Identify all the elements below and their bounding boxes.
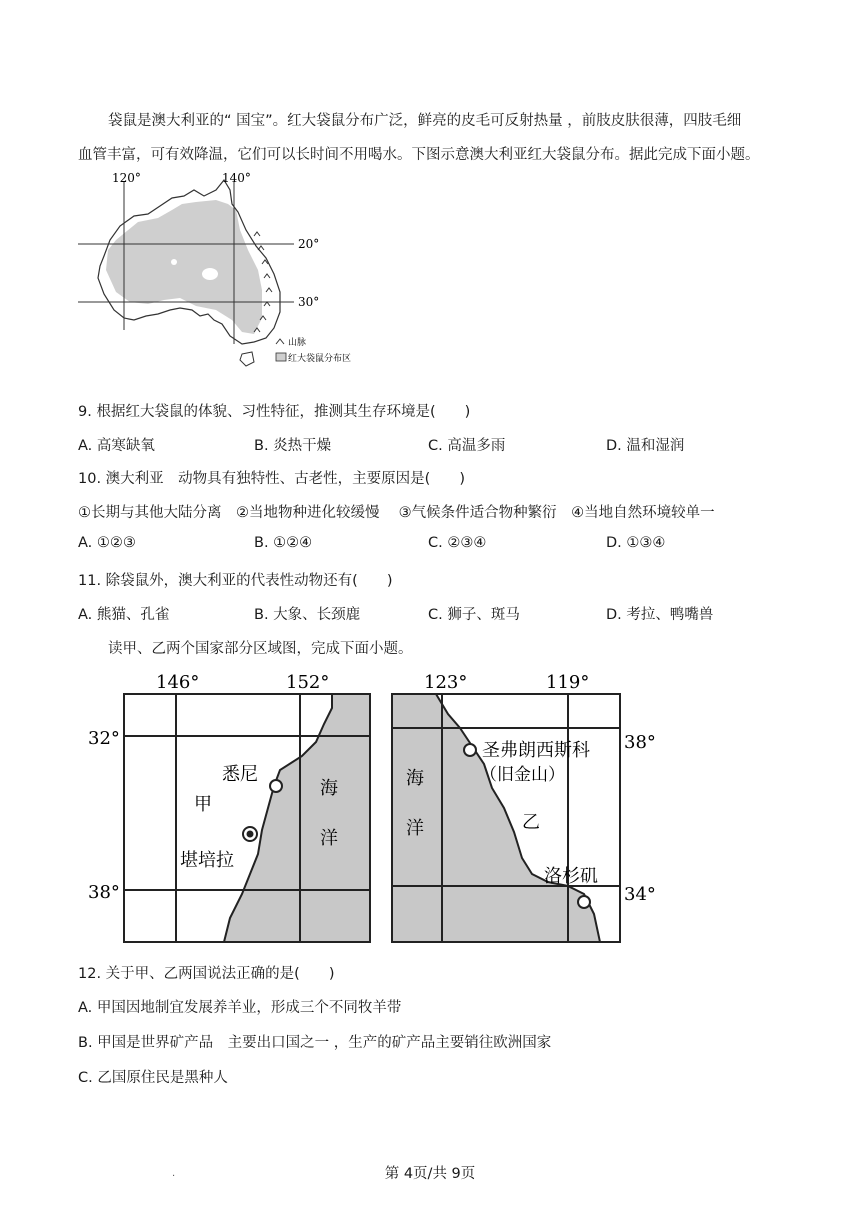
q11-option-a: A. 熊猫、孔雀 [78, 607, 170, 623]
los-angeles-marker [578, 896, 590, 908]
yi-lon-a: 123° [424, 672, 468, 693]
intro-line-1: 袋鼠是澳大利亚的“ 国宝”。红大袋鼠分布广泛，鲜亮的皮毛可反射热量 ，前肢皮肤很薄，四肢毛细 [108, 113, 742, 129]
q10-statements: ①长期与其他大陆分离 ②当地物种进化较缓慢 ③气候条件适合物种繁衍 ④当地自然环境较单一 [78, 505, 715, 521]
jia-country-label: 甲 [194, 794, 212, 815]
mountain-legend-icon [276, 339, 284, 344]
legend-mountain-label: 山脉 [288, 338, 307, 348]
lat-30-label: 30° [298, 295, 320, 309]
yi-country-label: 乙 [522, 812, 540, 833]
tasmania [240, 352, 254, 366]
jia-lon-a: 146° [156, 672, 200, 693]
san-francisco-alt-label: （旧金山） [480, 765, 565, 785]
sydney-marker [270, 780, 282, 792]
kangaroo-area [106, 200, 262, 334]
yi-lat-top: 38° [624, 732, 656, 753]
q9-option-d: D. 温和湿润 [606, 438, 685, 454]
yi-sea-label-2: 洋 [406, 818, 424, 839]
jia-sea-label-2: 洋 [320, 828, 338, 849]
q11-option-d: D. 考拉、鸭嘴兽 [606, 607, 714, 623]
san-francisco-marker [464, 744, 476, 756]
q10-stem: 10. 澳大利亚 动物具有独特性、古老性，主要原因是( ) [78, 471, 465, 487]
jia-lon-b: 152° [286, 672, 330, 693]
footer-dot: . [172, 1168, 176, 1179]
q12-option-a: A. 甲国因地制宜发展养羊业，形成三个不同牧羊带 [78, 1000, 402, 1016]
los-angeles-label: 洛杉矶 [544, 866, 598, 887]
map-jia [80, 668, 380, 948]
jia-sea-label-1: 海 [320, 778, 338, 799]
page-number: 第 4页/共 9页 [384, 1166, 476, 1182]
intro2: 读甲、乙两个国家部分区域图，完成下面小题。 [108, 641, 413, 657]
q12-option-c: C. 乙国原住民是黑种人 [78, 1070, 228, 1086]
legend-area-label: 红大袋鼠分布区 [288, 354, 352, 364]
q11-stem: 11. 除袋鼠外，澳大利亚的代表性动物还有( ) [78, 573, 393, 589]
q12-option-b: B. 甲国是世界矿产品 主要出口国之一 ，生产的矿产品主要销往欧洲国家 [78, 1035, 552, 1051]
yi-lon-b: 119° [546, 672, 590, 693]
lon-120-label: 120° [112, 171, 141, 185]
yi-lat-bottom: 34° [624, 884, 656, 905]
jia-lat-top: 32° [88, 728, 120, 749]
intro-line-2: 血管丰富，可有效降温，它们可以长时间不用喝水。下图示意澳大利亚红大袋鼠分布。据此完成下面小题。 [78, 147, 760, 163]
jia-lat-bottom: 38° [88, 882, 120, 903]
q12-stem: 12. 关于甲、乙两国说法正确的是( ) [78, 966, 335, 982]
map-yi [388, 668, 688, 948]
q9-option-c: C. 高温多雨 [428, 438, 506, 454]
lat-20-label: 20° [298, 237, 320, 251]
san-francisco-label: 圣弗朗西斯科 [482, 740, 590, 761]
yi-sea-label-1: 海 [406, 768, 424, 789]
lon-140-label: 140° [222, 171, 251, 185]
area-legend-swatch [276, 353, 286, 361]
q11-option-c: C. 狮子、斑马 [428, 607, 520, 623]
q9-option-b: B. 炎热干燥 [254, 438, 332, 454]
australia-map [76, 170, 396, 370]
q10-option-b: B. ①②④ [254, 535, 313, 551]
q10-option-a: A. ①②③ [78, 535, 136, 551]
q10-option-c: C. ②③④ [428, 535, 487, 551]
canberra-label: 堪培拉 [180, 850, 234, 871]
canberra-capital-dot [247, 831, 254, 838]
q9-stem: 9. 根据红大袋鼠的体貌、习性特征，推测其生存环境是( ) [78, 404, 471, 420]
q10-option-d: D. ①③④ [606, 535, 666, 551]
sydney-label: 悉尼 [222, 764, 258, 785]
q11-option-b: B. 大象、长颈鹿 [254, 607, 361, 623]
q9-option-a: A. 高寒缺氧 [78, 438, 155, 454]
